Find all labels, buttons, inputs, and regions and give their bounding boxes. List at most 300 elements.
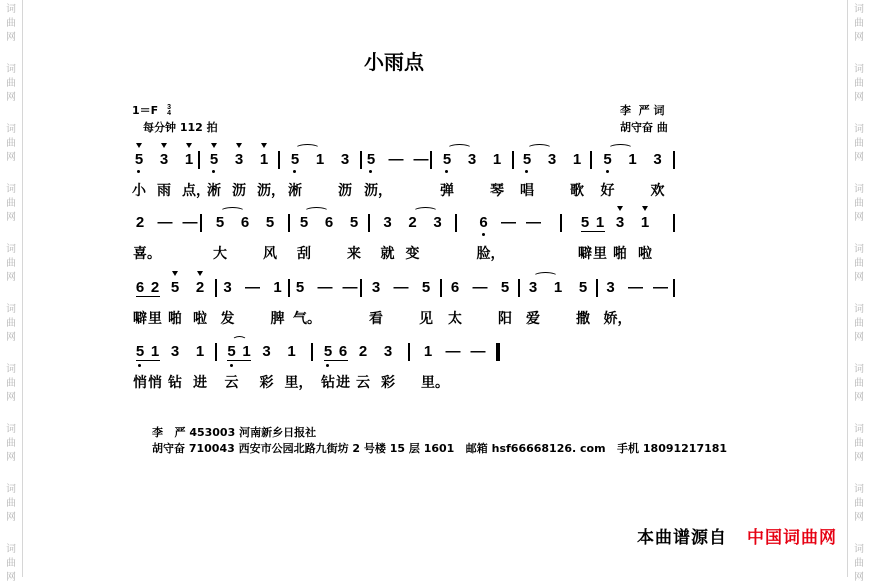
watermark-char: 曲 bbox=[854, 258, 864, 269]
note bbox=[435, 151, 460, 199]
low-octave-dot bbox=[293, 170, 296, 173]
lyric-syllable: 撒 bbox=[576, 311, 590, 327]
watermark-char: 曲 bbox=[854, 378, 864, 389]
watermark-char: 网 bbox=[854, 32, 864, 43]
note bbox=[163, 343, 188, 391]
note-number: 1 bbox=[184, 151, 194, 168]
watermark-char: 网 bbox=[6, 32, 16, 43]
note-number: 1 bbox=[595, 214, 605, 231]
score-line-4 bbox=[130, 343, 500, 391]
watermark-char: 网 bbox=[854, 212, 864, 223]
measure bbox=[442, 279, 520, 327]
note bbox=[133, 279, 148, 327]
note-number: 1 bbox=[273, 279, 282, 296]
left-watermark-strip bbox=[0, 0, 23, 583]
watermark-char: 曲 bbox=[854, 318, 864, 329]
note-number: 1 bbox=[628, 151, 637, 168]
key-signature: 1＝F bbox=[132, 104, 159, 117]
watermark-char: 网 bbox=[854, 452, 864, 463]
note-number: 5 bbox=[580, 214, 590, 231]
watermark-char: 曲 bbox=[6, 258, 16, 269]
note-number: 3 bbox=[170, 343, 180, 360]
note bbox=[215, 279, 240, 327]
composer-credit: 胡守奋 曲 bbox=[620, 121, 668, 134]
note-number: 5 bbox=[135, 343, 145, 360]
note bbox=[375, 214, 400, 262]
hold-dash bbox=[384, 151, 409, 169]
hold-dash bbox=[240, 279, 265, 297]
composer-contact: 胡守奋 710043 西安市公园北路九街坊 2 号楼 15 层 1601 邮箱 hsf66668126. com 手机 18091217181 bbox=[152, 442, 728, 455]
note-number: 5 bbox=[603, 151, 612, 168]
lyric-syllable: 沥， bbox=[257, 183, 285, 199]
note-number: 5 bbox=[323, 343, 333, 360]
measure bbox=[562, 214, 675, 262]
note bbox=[317, 214, 342, 232]
watermark-group bbox=[0, 483, 22, 525]
lyric-syllable: 进 bbox=[193, 375, 207, 391]
lyric-syllable: 爱 bbox=[526, 311, 540, 327]
source-credit bbox=[637, 528, 837, 548]
note-number: 1 bbox=[195, 343, 205, 360]
note-number: 1 bbox=[259, 151, 269, 168]
watermark-char: 网 bbox=[854, 92, 864, 103]
note bbox=[414, 279, 439, 327]
lyric-syllable: 啦 bbox=[193, 311, 207, 327]
note bbox=[279, 343, 313, 391]
lyric-syllable: 脾 bbox=[270, 311, 285, 327]
watermark-char: 曲 bbox=[854, 438, 864, 449]
staccato-mark bbox=[261, 143, 267, 148]
note bbox=[364, 279, 389, 327]
song-title: 小雨点 bbox=[364, 50, 424, 74]
watermark-group bbox=[848, 363, 870, 405]
eighth-note-group bbox=[224, 343, 254, 391]
note bbox=[239, 343, 254, 361]
note-number: 6 bbox=[135, 279, 145, 296]
watermark-char: 曲 bbox=[854, 138, 864, 149]
watermark-group bbox=[848, 3, 870, 45]
watermark-char: 词 bbox=[854, 4, 864, 15]
hold-dash bbox=[313, 279, 338, 297]
hold-dash bbox=[466, 343, 491, 361]
watermark-group bbox=[848, 183, 870, 225]
lyric-syllable: 好 bbox=[600, 183, 615, 199]
note-number: 3 bbox=[653, 151, 662, 168]
lyric-syllable: 阳 bbox=[498, 311, 512, 327]
watermark-char: 曲 bbox=[6, 378, 16, 389]
measure bbox=[457, 214, 562, 262]
note-number: 1 bbox=[242, 343, 251, 360]
hold-dash bbox=[496, 214, 521, 232]
score-line-1 bbox=[130, 151, 675, 199]
lyric-syllable: 悄 bbox=[148, 375, 162, 391]
note-number: 5 bbox=[290, 151, 300, 168]
watermark-char: 网 bbox=[6, 452, 16, 463]
note bbox=[595, 151, 620, 199]
watermark-char: 词 bbox=[854, 484, 864, 495]
note-number: 3 bbox=[262, 343, 271, 360]
lyric-syllable: 太 bbox=[448, 311, 462, 327]
measure bbox=[130, 214, 202, 262]
note-number: 5 bbox=[421, 279, 431, 296]
dash-symbol: — bbox=[388, 151, 404, 168]
measure bbox=[362, 151, 432, 199]
note-number: 5 bbox=[578, 279, 588, 296]
lyric-syllable: 见 bbox=[419, 311, 433, 327]
note bbox=[571, 279, 596, 327]
dash-symbol: — bbox=[470, 343, 486, 360]
note-number: 1 bbox=[553, 279, 563, 296]
watermark-char: 曲 bbox=[854, 18, 864, 29]
staccato-mark bbox=[172, 271, 178, 276]
lyric-syllable: 喜。 bbox=[133, 246, 161, 262]
watermark-char: 词 bbox=[6, 64, 16, 75]
hold-dash bbox=[623, 279, 648, 297]
note-number: 3 bbox=[383, 214, 392, 231]
note-number: 2 bbox=[195, 279, 205, 296]
note bbox=[254, 343, 279, 391]
dash-symbol: — bbox=[317, 279, 333, 296]
note bbox=[608, 214, 633, 262]
note bbox=[321, 343, 336, 391]
watermark-char: 曲 bbox=[6, 78, 16, 89]
watermark-char: 词 bbox=[6, 484, 16, 495]
lyric-syllable: 云 bbox=[224, 375, 239, 391]
note bbox=[227, 151, 252, 199]
watermark-char: 网 bbox=[6, 152, 16, 163]
note bbox=[258, 214, 283, 262]
lyric-syllable: 啪 bbox=[613, 246, 627, 262]
measure bbox=[130, 343, 217, 391]
note-number: 3 bbox=[528, 279, 538, 296]
lyric-syllable: 钻 bbox=[321, 375, 335, 391]
note-number: 3 bbox=[223, 279, 232, 296]
lyric-syllable: 噼 bbox=[578, 246, 592, 262]
note-number: 6 bbox=[324, 214, 334, 231]
note-number: 3 bbox=[383, 343, 393, 360]
watermark-group bbox=[0, 123, 22, 165]
watermark-char: 词 bbox=[854, 544, 864, 555]
lyric-syllable: 雨 bbox=[157, 183, 171, 199]
watermark-char: 网 bbox=[6, 332, 16, 343]
hold-dash bbox=[178, 214, 203, 232]
note bbox=[292, 214, 317, 262]
dash-symbol: — bbox=[182, 214, 198, 231]
low-octave-dot bbox=[606, 170, 609, 173]
low-octave-dot bbox=[137, 170, 140, 173]
note-number: 5 bbox=[349, 214, 359, 231]
measure bbox=[514, 151, 592, 199]
note-number: 1 bbox=[640, 214, 650, 231]
watermark-char: 网 bbox=[6, 272, 16, 283]
lyricist-credit: 李 严 词 bbox=[620, 104, 665, 117]
watermark-char: 曲 bbox=[854, 78, 864, 89]
watermark-char: 曲 bbox=[854, 498, 864, 509]
eighth-note-group bbox=[133, 279, 163, 327]
note bbox=[565, 151, 590, 199]
lyric-syllable: 欢 bbox=[650, 183, 665, 199]
watermark-char: 曲 bbox=[6, 198, 16, 209]
lyric-syllable: 彩 bbox=[259, 375, 274, 391]
eighth-note-group bbox=[578, 214, 608, 262]
note bbox=[152, 151, 177, 199]
dash-symbol: — bbox=[501, 214, 516, 231]
dash-symbol: — bbox=[653, 279, 668, 296]
note bbox=[546, 279, 571, 297]
note-number: 1 bbox=[492, 151, 502, 168]
watermark-group bbox=[0, 423, 22, 465]
note-number: 3 bbox=[615, 214, 625, 231]
note bbox=[485, 151, 510, 199]
note-number: 5 bbox=[442, 151, 452, 168]
staccato-mark bbox=[617, 206, 623, 211]
watermark-group bbox=[0, 303, 22, 345]
staccato-mark bbox=[186, 143, 192, 148]
watermark-char: 曲 bbox=[6, 498, 16, 509]
lyric-syllable: 云 bbox=[356, 375, 370, 391]
tempo-marking: 每分钟 112 拍 bbox=[143, 121, 218, 134]
note bbox=[133, 343, 148, 391]
lyric-syllable: 悄 bbox=[133, 375, 147, 391]
lyric-syllable: 小 bbox=[132, 183, 146, 199]
dash-symbol: — bbox=[157, 214, 173, 231]
note-number: 5 bbox=[170, 279, 180, 296]
source-site-name: 中国词曲网 bbox=[747, 528, 837, 548]
note-number: 3 bbox=[467, 151, 477, 168]
watermark-char: 网 bbox=[854, 152, 864, 163]
watermark-char: 词 bbox=[6, 124, 16, 135]
lyric-syllable: 弹 bbox=[440, 183, 454, 199]
note-number: 1 bbox=[315, 151, 325, 168]
watermark-char: 网 bbox=[6, 512, 16, 523]
staccato-mark bbox=[211, 143, 217, 148]
lyric-syllable: 琴 bbox=[490, 183, 504, 199]
source-prefix: 本曲谱源自 bbox=[637, 528, 727, 548]
watermark-group bbox=[0, 3, 22, 45]
watermark-char: 词 bbox=[854, 424, 864, 435]
staccato-mark bbox=[161, 143, 167, 148]
watermark-group bbox=[848, 423, 870, 465]
note-number: 3 bbox=[340, 151, 350, 168]
hold-dash bbox=[468, 279, 493, 297]
watermark-char: 词 bbox=[854, 64, 864, 75]
lyric-syllable: 沥 bbox=[232, 183, 246, 199]
dash-symbol: — bbox=[628, 279, 643, 296]
time-signature bbox=[167, 105, 171, 117]
low-octave-dot bbox=[369, 170, 372, 173]
note-number: 1 bbox=[287, 343, 296, 360]
low-octave-dot bbox=[230, 364, 233, 367]
measure bbox=[592, 151, 675, 199]
low-octave-dot bbox=[482, 233, 485, 236]
note bbox=[127, 151, 152, 199]
watermark-char: 词 bbox=[6, 244, 16, 255]
hold-dash bbox=[153, 214, 178, 232]
watermark-group bbox=[0, 543, 22, 585]
note-number: 5 bbox=[299, 214, 309, 231]
note-number: 6 bbox=[479, 214, 488, 231]
note bbox=[471, 214, 505, 262]
watermark-char: 词 bbox=[6, 424, 16, 435]
hold-dash bbox=[521, 214, 546, 232]
watermark-char: 网 bbox=[6, 572, 16, 583]
note bbox=[163, 279, 188, 327]
note-number: 2 bbox=[408, 214, 417, 231]
watermark-char: 网 bbox=[854, 332, 864, 343]
lyric-syllable: 钻 bbox=[168, 375, 182, 391]
watermark-char: 网 bbox=[6, 392, 16, 403]
low-octave-dot bbox=[138, 364, 141, 367]
lyric-syllable: 脸， bbox=[476, 246, 505, 262]
measure bbox=[130, 151, 210, 199]
note bbox=[376, 343, 401, 391]
watermark-char: 网 bbox=[854, 512, 864, 523]
low-octave-dot bbox=[525, 170, 528, 173]
measure bbox=[520, 279, 598, 327]
low-octave-dot bbox=[326, 364, 329, 367]
note-number: 6 bbox=[240, 214, 250, 231]
note bbox=[540, 151, 565, 169]
note bbox=[336, 343, 351, 391]
note-number: 5 bbox=[500, 279, 510, 296]
lyric-syllable: 歌 bbox=[570, 183, 584, 199]
lyricist-contact: 李 严 453003 河南新乡日报社 bbox=[152, 426, 317, 439]
dash-symbol: — bbox=[445, 343, 461, 360]
lyric-syllable: 唱 bbox=[520, 183, 534, 199]
dash-symbol: — bbox=[472, 279, 488, 296]
time-signature-top: 3 bbox=[167, 103, 172, 111]
lyric-syllable: 气。 bbox=[293, 311, 321, 327]
watermark-char: 词 bbox=[854, 304, 864, 315]
watermark-char: 曲 bbox=[6, 558, 16, 569]
note bbox=[493, 279, 518, 327]
note-number: 3 bbox=[159, 151, 169, 168]
lyric-syllable: 淅 bbox=[288, 183, 302, 199]
hold-dash bbox=[389, 279, 414, 297]
note bbox=[620, 151, 645, 169]
watermark-group bbox=[0, 63, 22, 105]
note-number: 2 bbox=[150, 279, 160, 296]
watermark-char: 词 bbox=[6, 184, 16, 195]
note-number: 3 bbox=[547, 151, 557, 168]
low-octave-dot bbox=[445, 170, 448, 173]
note-number: 5 bbox=[215, 214, 225, 231]
hold-dash bbox=[409, 151, 434, 169]
measure bbox=[280, 151, 362, 199]
lyric-syllable: 进 bbox=[336, 375, 350, 391]
note bbox=[265, 279, 290, 327]
lyric-syllable: 噼 bbox=[133, 311, 147, 327]
measure bbox=[202, 214, 290, 262]
note-number: 3 bbox=[371, 279, 381, 296]
watermark-char: 网 bbox=[854, 392, 864, 403]
lyric-syllable: 啦 bbox=[638, 246, 652, 262]
measure bbox=[130, 279, 217, 327]
watermark-char: 词 bbox=[6, 304, 16, 315]
lyric-syllable: 里。 bbox=[421, 375, 449, 391]
lyric-syllable: 沥 bbox=[338, 183, 352, 199]
watermark-group bbox=[0, 183, 22, 225]
note-number: 3 bbox=[606, 279, 615, 296]
note-number: 5 bbox=[265, 214, 275, 231]
measure bbox=[200, 151, 285, 199]
watermark-char: 词 bbox=[6, 364, 16, 375]
staccato-mark bbox=[136, 143, 142, 148]
note-number: 6 bbox=[338, 343, 348, 360]
note-number: 1 bbox=[423, 343, 433, 360]
dash-symbol: — bbox=[245, 279, 260, 296]
watermark-char: 网 bbox=[854, 572, 864, 583]
note bbox=[148, 279, 163, 327]
measure bbox=[217, 343, 313, 391]
staccato-mark bbox=[642, 206, 648, 211]
staccato-mark bbox=[197, 271, 203, 276]
score-line-2 bbox=[130, 214, 675, 262]
note bbox=[359, 151, 392, 199]
hold-dash bbox=[338, 279, 363, 297]
measure bbox=[362, 279, 442, 327]
measure bbox=[370, 214, 457, 262]
final-measure bbox=[410, 343, 500, 391]
note bbox=[202, 151, 227, 199]
note-number: 3 bbox=[433, 214, 442, 231]
dash-symbol: — bbox=[526, 214, 541, 231]
note bbox=[515, 151, 540, 199]
note bbox=[645, 151, 670, 199]
hold-dash bbox=[648, 279, 673, 297]
note bbox=[188, 279, 213, 327]
watermark-char: 网 bbox=[6, 92, 16, 103]
watermark-char: 词 bbox=[854, 364, 864, 375]
watermark-group bbox=[848, 243, 870, 285]
note bbox=[416, 343, 449, 391]
staccato-mark bbox=[236, 143, 242, 148]
note bbox=[443, 279, 468, 327]
hold-dash bbox=[441, 343, 466, 361]
lyric-syllable: 发 bbox=[220, 311, 235, 327]
note-number: 1 bbox=[572, 151, 582, 168]
dash-symbol: — bbox=[393, 279, 409, 296]
lyric-syllable: 娇， bbox=[603, 311, 632, 327]
score-line-3 bbox=[130, 279, 675, 327]
note bbox=[460, 151, 485, 169]
lyric-syllable: 刮 bbox=[297, 246, 311, 262]
note-number: 5 bbox=[227, 343, 236, 360]
time-signature-bottom: 4 bbox=[167, 109, 172, 117]
dash-symbol: — bbox=[413, 151, 429, 168]
lyric-syllable: 风 bbox=[263, 246, 277, 262]
note-number: 5 bbox=[366, 151, 376, 168]
note-number: 5 bbox=[209, 151, 219, 168]
lyric-syllable: 变 bbox=[405, 246, 420, 262]
watermark-group bbox=[848, 543, 870, 585]
watermark-char: 词 bbox=[854, 244, 864, 255]
watermark-char: 词 bbox=[854, 184, 864, 195]
watermark-char: 曲 bbox=[6, 18, 16, 29]
low-octave-dot bbox=[212, 170, 215, 173]
note-number: 5 bbox=[134, 151, 144, 168]
key-and-meter bbox=[132, 104, 171, 117]
note bbox=[208, 214, 233, 262]
note bbox=[521, 279, 546, 327]
measure bbox=[598, 279, 675, 327]
note bbox=[593, 214, 608, 262]
watermark-char: 词 bbox=[6, 544, 16, 555]
watermark-char: 曲 bbox=[6, 318, 16, 329]
lyric-syllable: 里 bbox=[593, 246, 607, 262]
watermark-group bbox=[848, 63, 870, 105]
note bbox=[252, 151, 285, 199]
